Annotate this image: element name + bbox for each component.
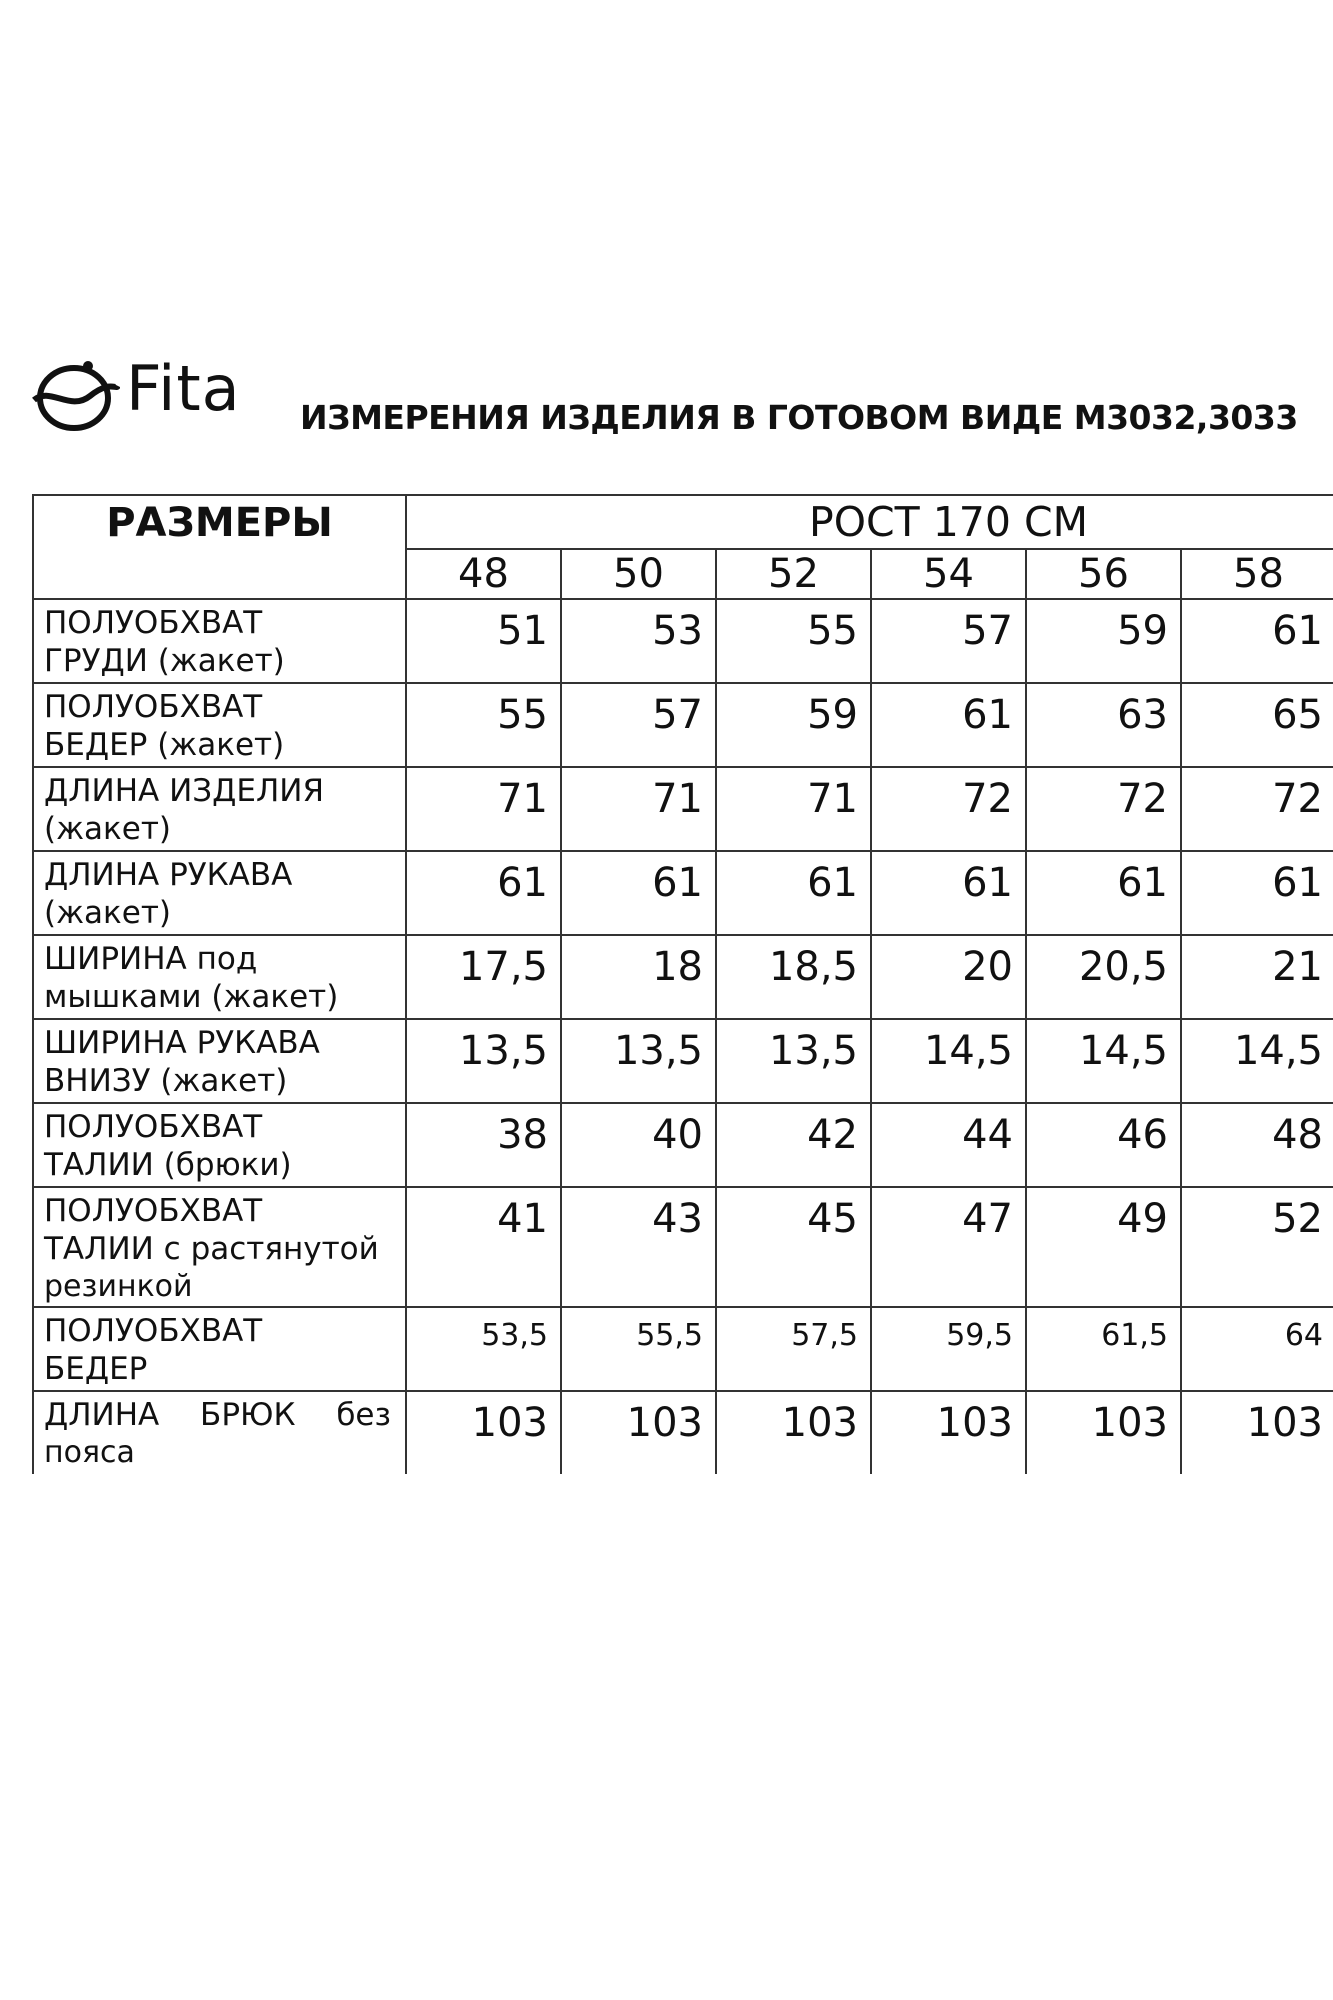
table-cell: 18,5 (716, 935, 871, 1019)
table-cell: 42 (716, 1103, 871, 1187)
row-label-line: ПОЛУОБХВАТ (44, 1109, 263, 1145)
size-header-48: 48 (406, 549, 561, 599)
table-cell: 61 (561, 851, 716, 935)
table-cell: 13,5 (716, 1019, 871, 1103)
row-label-line: ДЛИНА ИЗДЕЛИЯ (44, 773, 324, 809)
table-cell: 20,5 (1026, 935, 1181, 1019)
table-cell: 61 (716, 851, 871, 935)
table-cell: 18 (561, 935, 716, 1019)
brand-name: Fita (126, 352, 241, 425)
row-label (33, 599, 406, 683)
table-cell: 103 (1026, 1391, 1181, 1474)
size-header-58: 58 (1181, 549, 1333, 599)
table-cell: 71 (406, 767, 561, 851)
sizes-header: РАЗМЕРЫ (33, 495, 406, 599)
table-cell: 103 (871, 1391, 1026, 1474)
table-cell: 103 (561, 1391, 716, 1474)
table-cell: 52 (1181, 1187, 1333, 1307)
row-label-line: ТАЛИИ с растянутой (44, 1231, 379, 1267)
table-cell: 65 (1181, 683, 1333, 767)
table-cell: 72 (871, 767, 1026, 851)
row-label (33, 1103, 406, 1187)
table-cell: 61 (406, 851, 561, 935)
fita-logo-icon (30, 356, 120, 436)
table-cell: 41 (406, 1187, 561, 1307)
table-row (33, 599, 1333, 683)
table-cell: 13,5 (406, 1019, 561, 1103)
table-cell: 21 (1181, 935, 1333, 1019)
document-title: ИЗМЕРЕНИЯ ИЗДЕЛИЯ В ГОТОВОМ ВИДЕ М3032,3033 (300, 398, 1298, 437)
row-label (33, 1187, 406, 1307)
row-label-line: ШИРИНА под (44, 941, 258, 977)
table-cell: 103 (1181, 1391, 1333, 1474)
table-cell: 57,5 (716, 1307, 871, 1391)
row-label-line: ТАЛИИ (брюки) (44, 1147, 292, 1183)
table-row (33, 1103, 1333, 1187)
size-header-56: 56 (1026, 549, 1181, 599)
table-cell: 103 (716, 1391, 871, 1474)
table-row (33, 935, 1333, 1019)
row-label (33, 935, 406, 1019)
table-cell: 61 (1026, 851, 1181, 935)
table-cell: 53 (561, 599, 716, 683)
table-cell: 55 (406, 683, 561, 767)
table-cell: 55,5 (561, 1307, 716, 1391)
table-cell: 47 (871, 1187, 1026, 1307)
table-cell: 71 (716, 767, 871, 851)
table-cell: 71 (561, 767, 716, 851)
row-label-line: БЕДЕР (44, 1351, 148, 1387)
row-label-line: ПОЛУОБХВАТ (44, 689, 263, 725)
table-cell: 61 (871, 683, 1026, 767)
table-row (33, 767, 1333, 851)
table-cell: 59,5 (871, 1307, 1026, 1391)
table-row (33, 1307, 1333, 1391)
table-cell: 46 (1026, 1103, 1181, 1187)
table-cell: 38 (406, 1103, 561, 1187)
size-header-54: 54 (871, 549, 1026, 599)
row-label-line: ДЛИНА БРЮК без (44, 1397, 391, 1433)
row-label-line: БЕДЕР (жакет) (44, 727, 285, 763)
row-label-line: ВНИЗУ (жакет) (44, 1063, 288, 1099)
size-header-52: 52 (716, 549, 871, 599)
table-cell: 61 (1181, 599, 1333, 683)
row-label (33, 1391, 406, 1474)
row-label-line: резинкой (44, 1269, 193, 1304)
row-label-line: (жакет) (44, 811, 171, 847)
table-cell: 59 (716, 683, 871, 767)
row-label-line: (жакет) (44, 895, 171, 931)
table-cell: 61 (871, 851, 1026, 935)
table-cell: 72 (1026, 767, 1181, 851)
table-cell: 51 (406, 599, 561, 683)
measurements-table-container (32, 494, 1333, 1474)
row-label-line: мышками (жакет) (44, 979, 339, 1015)
row-label-line: ГРУДИ (жакет) (44, 643, 285, 679)
table-cell: 40 (561, 1103, 716, 1187)
table-cell: 63 (1026, 683, 1181, 767)
table-row (33, 1019, 1333, 1103)
table-row (33, 1187, 1333, 1307)
table-cell: 43 (561, 1187, 716, 1307)
row-label-line: ПОЛУОБХВАТ (44, 1193, 263, 1229)
table-cell: 103 (406, 1391, 561, 1474)
table-cell: 61 (1181, 851, 1333, 935)
table-cell: 44 (871, 1103, 1026, 1187)
table-cell: 55 (716, 599, 871, 683)
document-header (30, 352, 1333, 456)
height-header: РОСТ 170 СМ (406, 495, 1333, 549)
table-cell: 14,5 (1181, 1019, 1333, 1103)
table-cell: 17,5 (406, 935, 561, 1019)
table-cell: 20 (871, 935, 1026, 1019)
table-cell: 49 (1026, 1187, 1181, 1307)
row-label (33, 1307, 406, 1391)
row-label (33, 767, 406, 851)
measurements-table (32, 494, 1333, 1474)
brand-logo (30, 352, 270, 436)
row-label (33, 1019, 406, 1103)
table-cell: 57 (871, 599, 1026, 683)
table-cell: 61,5 (1026, 1307, 1181, 1391)
row-label-line: пояса (44, 1435, 135, 1470)
row-label (33, 683, 406, 767)
table-row (33, 683, 1333, 767)
table-cell: 64 (1181, 1307, 1333, 1391)
row-label-line: ШИРИНА РУКАВА (44, 1025, 320, 1061)
table-cell: 14,5 (1026, 1019, 1181, 1103)
size-header-50: 50 (561, 549, 716, 599)
row-label-line: ПОЛУОБХВАТ (44, 605, 263, 641)
row-label-line: ПОЛУОБХВАТ (44, 1313, 263, 1349)
table-cell: 45 (716, 1187, 871, 1307)
table-cell: 72 (1181, 767, 1333, 851)
table-cell: 59 (1026, 599, 1181, 683)
row-label-line: ДЛИНА РУКАВА (44, 857, 293, 893)
table-cell: 14,5 (871, 1019, 1026, 1103)
table-row (33, 851, 1333, 935)
table-cell: 13,5 (561, 1019, 716, 1103)
table-cell: 53,5 (406, 1307, 561, 1391)
row-label (33, 851, 406, 935)
table-row (33, 1391, 1333, 1474)
table-cell: 48 (1181, 1103, 1333, 1187)
table-cell: 57 (561, 683, 716, 767)
